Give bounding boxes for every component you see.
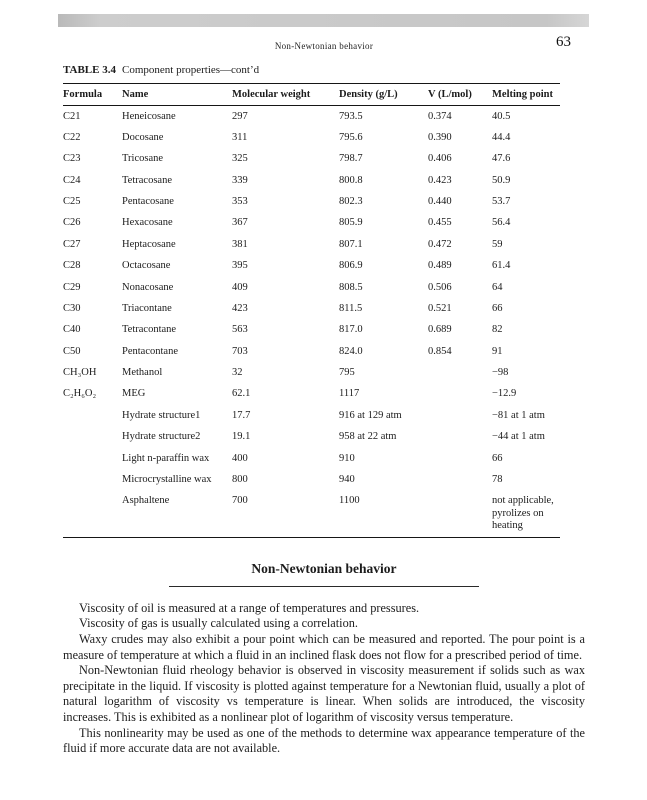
paragraph: Waxy crudes may also exhibit a pour point which can be measured and reported. The pour point is a measure of temperature at which a fluid in an inclined flask does not flow for a prescribed period of time. [63, 632, 585, 662]
table-cell: 805.9 [339, 217, 363, 229]
table-cell: Hydrate structure1 [122, 409, 201, 421]
table-cell: Pentacosane [122, 196, 174, 207]
table-row [63, 427, 560, 448]
table-row [63, 192, 560, 213]
table-cell: C50 [63, 345, 81, 357]
paragraph: Viscosity of gas is usually calculated using a correlation. [79, 616, 358, 631]
column-header: Name [122, 84, 232, 106]
component-properties-table [63, 83, 560, 538]
table-row [63, 234, 560, 255]
table-cell: Nonacosane [122, 281, 174, 293]
table-cell: 56.4 [492, 217, 511, 229]
table-cell: Docosane [122, 131, 164, 143]
page-content [63, 64, 585, 757]
table-cell: C40 [63, 324, 81, 336]
table-cell: 381 [232, 238, 248, 250]
paragraph: Viscosity of oil is measured at a range of temperatures and pressures. [79, 600, 420, 615]
table-row [63, 341, 560, 362]
table-cell: 824.0 [339, 345, 363, 357]
section-heading: Non-Newtonian behavior [251, 560, 397, 576]
table-cell: 798.7 [339, 153, 363, 165]
table-cell: Hydrate structure2 [122, 431, 201, 443]
page-number: 63 [556, 34, 571, 50]
scan-artifact-bar [58, 14, 589, 27]
table-cell: 795.6 [339, 131, 363, 143]
table-cell: 91 [492, 345, 503, 357]
table-cell: C₂H₆O₂ [63, 388, 97, 400]
table-cell: C22 [63, 131, 81, 143]
table-cell: not applicable, pyrolizes on heating [492, 491, 560, 538]
table-cell: 395 [232, 260, 248, 272]
table-cell: Tetracontane [122, 324, 177, 336]
table-cell: 0.854 [428, 345, 452, 357]
table-cell: −98 [492, 367, 509, 378]
table-cell [428, 384, 492, 405]
table-row [63, 363, 560, 384]
body-text [63, 601, 585, 757]
column-header: Density (g/L) [339, 84, 428, 106]
table-cell: C29 [63, 281, 81, 293]
table-cell: 311 [232, 131, 248, 143]
table-cell: Methanol [122, 367, 163, 378]
table-cell: Octacosane [122, 260, 171, 272]
column-header: Melting point [492, 84, 560, 106]
table-caption [63, 64, 585, 76]
table-cell [63, 491, 122, 538]
table-cell: 802.3 [339, 196, 363, 207]
table-cell: 800.8 [339, 174, 363, 186]
table-cell [428, 469, 492, 490]
table-cell: C25 [63, 196, 81, 207]
running-header-title: Non-Newtonian behavior [274, 41, 374, 51]
table-cell: C26 [63, 217, 81, 229]
table-cell: 0.390 [428, 131, 452, 143]
table-cell: Tricosane [122, 153, 164, 165]
column-header: V (L/mol) [428, 84, 492, 106]
table-cell: MEG [122, 388, 146, 400]
table-cell: 66 [492, 452, 503, 464]
table-cell: 563 [232, 324, 248, 336]
table-cell: 325 [232, 153, 248, 165]
table-cell: CH₃OH [63, 367, 97, 378]
table-cell: C30 [63, 302, 81, 314]
paragraph: This nonlinearity may be used as one of the methods to determine wax appearance temperature of the fluid if more accurate data are not available. [63, 725, 585, 756]
table-cell: 811.5 [339, 302, 363, 314]
table-cell: 47.6 [492, 153, 511, 165]
table-cell: 0.455 [428, 217, 452, 229]
section-heading-rule [169, 560, 479, 587]
paragraph: Non-Newtonian fluid rheology behavior is observed in viscosity measurement if solids such as wax precipitate in the liquid. If viscosity is plotted against temperature for a Newtonian fluid, usually a plot of natural logarithm of viscosity vs temperature is linear. When solids are introduced, the viscosity increases. This is exhibited as a nonlinear plot of logarithm of viscosity versus temperature. [63, 663, 585, 725]
table-cell [428, 405, 492, 426]
table-cell: 59 [492, 238, 503, 250]
table-cell: 353 [232, 196, 248, 207]
table-cell: Pentacontane [122, 345, 178, 357]
table-cell: 808.5 [339, 281, 363, 293]
table-cell [428, 363, 492, 384]
table-row [63, 213, 560, 234]
table-cell: 807.1 [339, 238, 363, 250]
table-cell: C28 [63, 260, 81, 272]
table-cell: −81 at 1 atm [492, 409, 545, 421]
table-cell: 0.423 [428, 174, 452, 186]
table-cell: 78 [492, 473, 503, 485]
table-cell: 17.7 [232, 409, 251, 421]
table-cell: 32 [232, 367, 243, 378]
table-cell: 700 [232, 491, 339, 538]
table-cell: C23 [63, 153, 81, 165]
table-row [63, 491, 560, 538]
table-cell: 62.1 [232, 388, 251, 400]
table-cell: C21 [63, 110, 81, 122]
table-cell: 19.1 [232, 431, 251, 443]
table-cell [428, 427, 492, 448]
table-cell [63, 405, 122, 426]
table-cell: 703 [232, 345, 248, 357]
table-label: TABLE 3.4 [63, 64, 116, 76]
table-cell: C27 [63, 238, 81, 250]
table-cell: 0.521 [428, 302, 452, 314]
table-cell: 297 [232, 110, 248, 122]
table-cell [63, 469, 122, 490]
table-cell: 0.406 [428, 153, 452, 165]
table-row [63, 384, 560, 405]
table-cell: 800 [232, 473, 248, 485]
table-cell: 795 [339, 367, 355, 378]
table-cell: 409 [232, 281, 248, 293]
table-cell: 916 at 129 atm [339, 409, 402, 421]
table-cell: 1117 [339, 388, 360, 400]
table-row [63, 469, 560, 490]
table-row [63, 106, 560, 128]
table-row [63, 298, 560, 319]
table-cell: 82 [492, 324, 503, 336]
table-cell: Tetracosane [122, 174, 172, 186]
table-cell: 0.440 [428, 196, 452, 207]
column-header: Molecular weight [232, 84, 339, 106]
table-cell: 0.374 [428, 110, 452, 122]
table-row [63, 320, 560, 341]
table-cell: 61.4 [492, 260, 511, 272]
table-cell: 0.489 [428, 260, 452, 272]
table-cell: Asphaltene [122, 491, 232, 538]
table-cell: C24 [63, 174, 81, 186]
table-cell: 50.9 [492, 174, 511, 186]
table-cell: 400 [232, 452, 248, 464]
table-cell: 40.5 [492, 110, 511, 122]
table-row [63, 405, 560, 426]
table-cell: 53.7 [492, 196, 511, 207]
running-header [63, 34, 585, 59]
table-cell: 44.4 [492, 131, 511, 143]
table-cell: −44 at 1 atm [492, 431, 545, 443]
table-header-row [63, 84, 560, 106]
table-cell: 0.472 [428, 238, 452, 250]
table-cell [63, 427, 122, 448]
table-cell: 958 at 22 atm [339, 431, 397, 443]
table-row [63, 149, 560, 170]
table-row [63, 256, 560, 277]
table-cell: 793.5 [339, 110, 363, 122]
table-cell: 817.0 [339, 324, 363, 336]
table-cell: 910 [339, 452, 355, 464]
table-cell: 66 [492, 302, 503, 314]
table-cell: 940 [339, 473, 355, 485]
table-cell: Heneicosane [122, 110, 176, 122]
table-cell: −12.9 [492, 388, 517, 400]
table-cell: 423 [232, 302, 248, 314]
table-cell: Triacontane [122, 302, 172, 314]
table-cell [428, 491, 492, 538]
table-cell: 1100 [339, 491, 428, 538]
table-cell [63, 448, 122, 469]
table-row [63, 277, 560, 298]
table-caption-text: Component properties—cont’d [121, 64, 260, 76]
table-row [63, 170, 560, 191]
table-cell: 64 [492, 281, 503, 293]
non-newtonian-section [63, 560, 585, 757]
table-cell: Hexacosane [122, 217, 173, 229]
table-cell [428, 448, 492, 469]
table-cell: 0.689 [428, 324, 452, 336]
table-row [63, 448, 560, 469]
table-cell: Light n-paraffin wax [122, 452, 210, 464]
table-cell: 806.9 [339, 260, 363, 272]
table-cell: 339 [232, 174, 248, 186]
table-cell: 367 [232, 217, 248, 229]
table-cell: Microcrystalline wax [122, 473, 212, 485]
table-cell: 0.506 [428, 281, 452, 293]
table-row [63, 127, 560, 148]
column-header: Formula [63, 84, 122, 106]
table-cell: Heptacosane [122, 238, 176, 250]
